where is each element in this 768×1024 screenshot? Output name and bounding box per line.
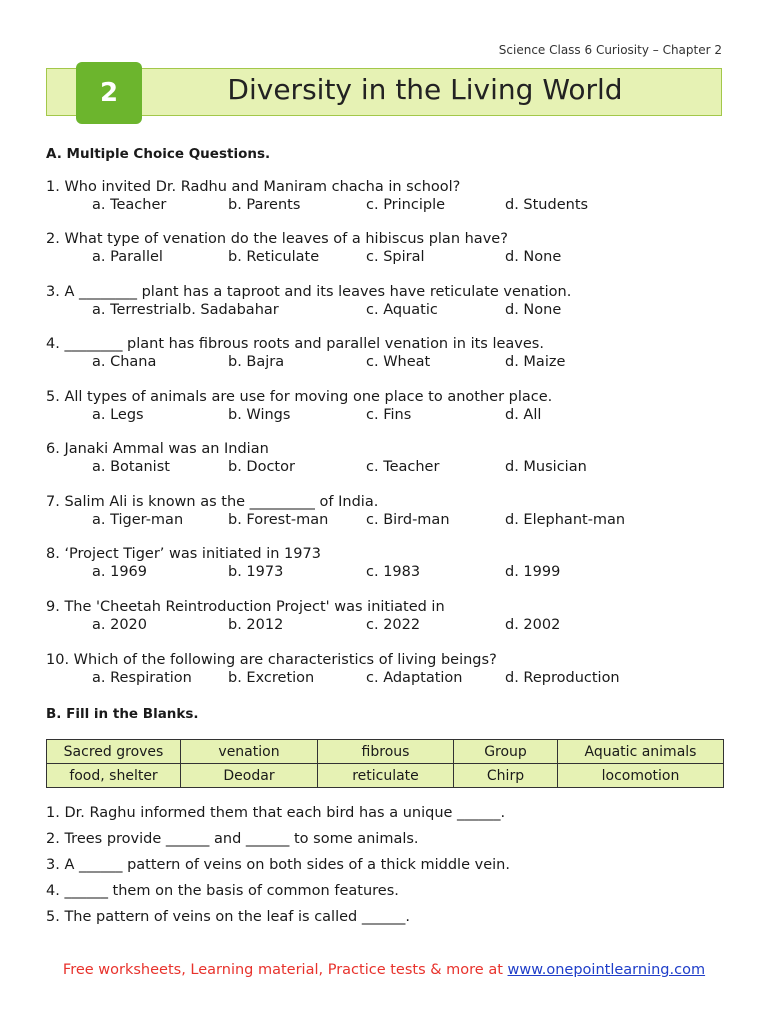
- option-a: a. 1969: [92, 564, 148, 580]
- option-b: b. Parents: [228, 197, 301, 213]
- options-row: [46, 616, 726, 634]
- option-d: d. Musician: [505, 459, 587, 475]
- options-row: [46, 458, 726, 476]
- footer: [0, 962, 768, 978]
- fill-blank-1: 1. Dr. Raghu informed them that each bird has a unique ______.: [46, 805, 506, 821]
- footer-website-link[interactable]: www.onepointlearning.com: [507, 962, 706, 978]
- option-c: c. Adaptation: [366, 670, 463, 686]
- option-b: b. Doctor: [228, 459, 295, 475]
- question-text: 1. Who invited Dr. Radhu and Maniram chacha in school?: [46, 179, 461, 195]
- option-a: a. Respiration: [92, 670, 192, 686]
- option-b: b. Excretion: [228, 670, 315, 686]
- question-3: [46, 283, 726, 319]
- question-8: [46, 545, 726, 581]
- chapter-title: Diversity in the Living World: [227, 73, 623, 106]
- footer-text: Free worksheets, Learning material, Practice tests & more at: [62, 962, 508, 978]
- word-bank-table: [46, 739, 724, 788]
- section-a-title: A. Multiple Choice Questions.: [46, 146, 271, 162]
- option-a: a. Teacher: [92, 197, 167, 213]
- option-d: d. None: [505, 302, 562, 318]
- word-bank-cell: Deodar: [181, 764, 318, 788]
- options-row: [46, 511, 726, 529]
- header-subject-label: Science Class 6 Curiosity – Chapter 2: [498, 43, 722, 57]
- option-a: a. Parallel: [92, 249, 163, 265]
- question-6: [46, 440, 726, 476]
- question-text: 4. ________ plant has fibrous roots and parallel venation in its leaves.: [46, 336, 544, 352]
- word-bank-cell: Aquatic animals: [558, 740, 724, 764]
- options-row: [46, 353, 726, 371]
- question-text: 10. Which of the following are characteristics of living beings?: [46, 652, 497, 668]
- option-d: d. Maize: [505, 354, 566, 370]
- option-b: b. Reticulate: [228, 249, 320, 265]
- option-d: d. 2002: [505, 617, 561, 633]
- word-bank-cell: Group: [454, 740, 558, 764]
- word-bank-cell: locomotion: [558, 764, 724, 788]
- option-b: b. Bajra: [228, 354, 285, 370]
- question-4: [46, 335, 726, 371]
- question-9: [46, 598, 726, 634]
- option-c: c. Teacher: [366, 459, 440, 475]
- question-7: [46, 493, 726, 529]
- option-c: c. Principle: [366, 197, 446, 213]
- option-a: a. Legs: [92, 407, 144, 423]
- fill-blank-5: 5. The pattern of veins on the leaf is called ______.: [46, 909, 410, 925]
- question-2: [46, 230, 726, 266]
- option-b: b. 2012: [228, 617, 284, 633]
- question-text: 6. Janaki Ammal was an Indian: [46, 441, 269, 457]
- option-a: a. Chana: [92, 354, 157, 370]
- option-b: b. Sadabahar: [182, 302, 279, 318]
- options-row: [46, 248, 726, 266]
- option-c: c. Bird-man: [366, 512, 450, 528]
- question-text: 9. The 'Cheetah Reintroduction Project' was initiated in: [46, 599, 445, 615]
- option-c: c. 2022: [366, 617, 421, 633]
- options-row: [46, 406, 726, 424]
- fill-blank-3: 3. A ______ pattern of veins on both sides of a thick middle vein.: [46, 857, 510, 873]
- option-b: b. Forest-man: [228, 512, 329, 528]
- option-a: a. Terrestrial: [92, 302, 182, 318]
- word-bank-row: [47, 764, 724, 788]
- word-bank-cell: fibrous: [318, 740, 454, 764]
- option-c: c. Fins: [366, 407, 412, 423]
- question-text: 8. ‘Project Tiger’ was initiated in 1973: [46, 546, 321, 562]
- question-text: 5. All types of animals are use for moving one place to another place.: [46, 389, 553, 405]
- option-a: a. 2020: [92, 617, 148, 633]
- word-bank-cell: Chirp: [454, 764, 558, 788]
- question-10: [46, 651, 726, 687]
- option-b: b. Wings: [228, 407, 291, 423]
- option-d: d. 1999: [505, 564, 561, 580]
- option-c: c. Spiral: [366, 249, 425, 265]
- word-bank-cell: food, shelter: [47, 764, 181, 788]
- options-row: [46, 301, 726, 319]
- question-1: [46, 178, 726, 214]
- word-bank-cell: reticulate: [318, 764, 454, 788]
- option-d: d. All: [505, 407, 542, 423]
- question-text: 3. A ________ plant has a taproot and its leaves have reticulate venation.: [46, 284, 572, 300]
- option-b: b. 1973: [228, 564, 284, 580]
- option-c: c. 1983: [366, 564, 421, 580]
- chapter-number-badge: 2: [76, 62, 142, 124]
- option-d: d. Reproduction: [505, 670, 620, 686]
- options-row: [46, 196, 726, 214]
- fill-blank-4: 4. ______ them on the basis of common features.: [46, 883, 399, 899]
- options-row: [46, 669, 726, 687]
- word-bank-cell: Sacred groves: [47, 740, 181, 764]
- question-text: 7. Salim Ali is known as the _________ of India.: [46, 494, 379, 510]
- word-bank-row: [47, 740, 724, 764]
- question-text: 2. What type of venation do the leaves of a hibiscus plan have?: [46, 231, 508, 247]
- question-5: [46, 388, 726, 424]
- option-c: c. Aquatic: [366, 302, 438, 318]
- section-b-title: B. Fill in the Blanks.: [46, 706, 199, 722]
- options-row: [46, 563, 726, 581]
- option-d: d. Elephant-man: [505, 512, 626, 528]
- option-c: c. Wheat: [366, 354, 431, 370]
- option-a: a. Tiger-man: [92, 512, 184, 528]
- option-d: d. None: [505, 249, 562, 265]
- option-d: d. Students: [505, 197, 589, 213]
- fill-blank-2: 2. Trees provide ______ and ______ to some animals.: [46, 831, 419, 847]
- option-a: a. Botanist: [92, 459, 170, 475]
- word-bank-cell: venation: [181, 740, 318, 764]
